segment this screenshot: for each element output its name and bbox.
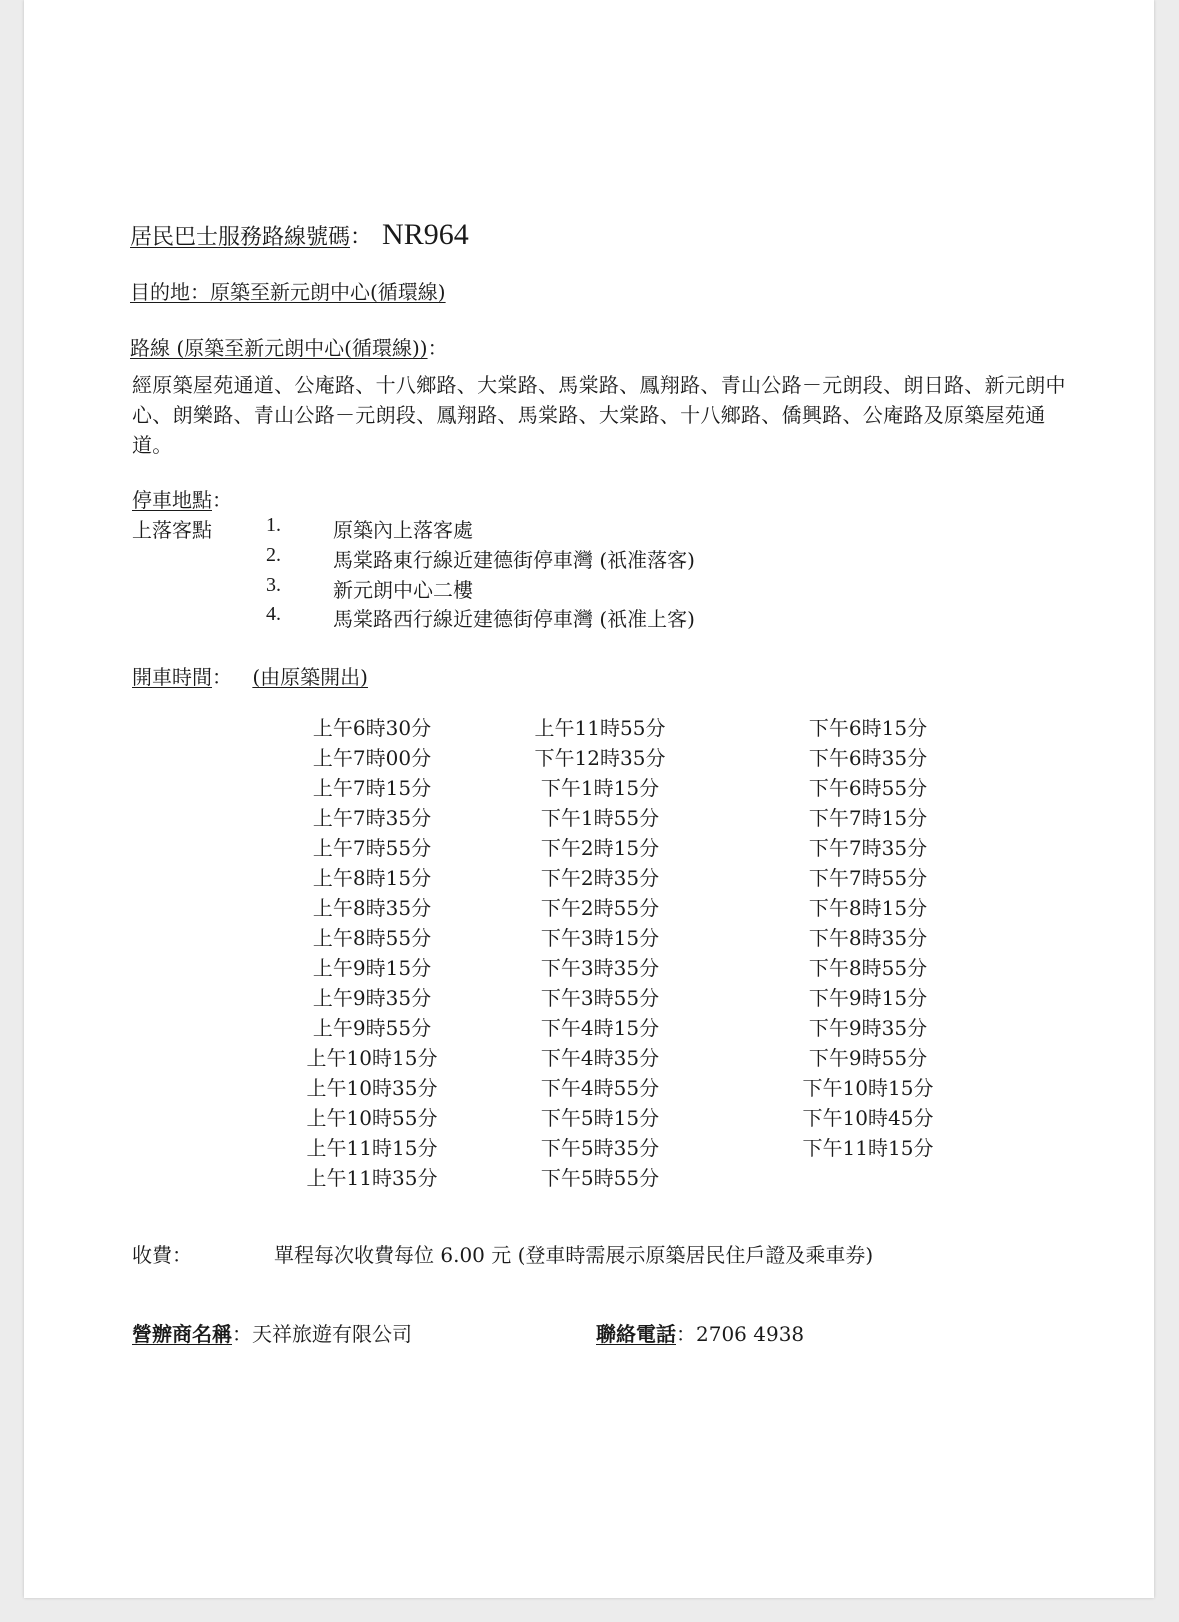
route-number-label: 居民巴士服務路線號碼: [130, 225, 351, 250]
departure-time: 下午4時55分: [540, 1076, 660, 1100]
stops-heading-colon: ：: [212, 488, 232, 512]
stop-text: 馬棠路東行線近建德街停車灣 (祇准落客): [333, 548, 695, 572]
contact-value: ：2706 4938: [676, 1322, 805, 1346]
departure-time: 下午7時55分: [808, 866, 928, 890]
departure-time: 上午7時00分: [312, 746, 432, 770]
timetable-column-afternoon: [520, 713, 680, 1193]
stops-sub-label: 上落客點: [132, 518, 212, 542]
departure-time: 上午9時15分: [312, 956, 432, 980]
departures-heading-line: [132, 661, 368, 690]
departure-time: 下午10時15分: [802, 1076, 934, 1100]
contact-line: [596, 1318, 804, 1347]
departure-time: 上午7時35分: [312, 806, 432, 830]
destination-label: 目的地：: [130, 280, 210, 304]
departure-time: 上午9時35分: [312, 986, 432, 1010]
departure-time: 下午5時35分: [540, 1136, 660, 1160]
departure-time: 下午3時35分: [540, 956, 660, 980]
operator-label: 營辦商名稱: [132, 1322, 232, 1346]
departure-time: 下午6時15分: [808, 716, 928, 740]
stop-number: 1.: [266, 514, 281, 536]
stop-text: 原築內上落客處: [333, 518, 473, 542]
departures-heading: 開車時間: [132, 665, 212, 689]
departure-time: 下午3時15分: [540, 926, 660, 950]
departure-time: 下午10時45分: [802, 1106, 934, 1130]
route-number-value: NR964: [382, 218, 469, 251]
timetable-column-morning: [292, 713, 452, 1193]
departure-time: 下午9時55分: [808, 1046, 928, 1070]
departure-time: 上午10時35分: [306, 1076, 438, 1100]
departure-time: 下午7時15分: [808, 806, 928, 830]
departure-time: 下午8時15分: [808, 896, 928, 920]
operator-value: ：天祥旅遊有限公司: [232, 1322, 412, 1346]
timetable-column-evening: [788, 713, 948, 1163]
departure-time: 下午6時35分: [808, 746, 928, 770]
route-number-line: [130, 218, 469, 252]
operator-line: [132, 1318, 412, 1347]
departure-time: 上午8時35分: [312, 896, 432, 920]
departure-time: 上午10時15分: [306, 1046, 438, 1070]
departure-time: 下午1時55分: [540, 806, 660, 830]
stop-text: 新元朗中心二樓: [333, 578, 473, 602]
departure-time: 上午10時55分: [306, 1106, 438, 1130]
departure-time: 下午12時35分: [534, 746, 666, 770]
departure-time: 下午1時15分: [540, 776, 660, 800]
departure-time: 下午2時35分: [540, 866, 660, 890]
departure-time: 下午7時35分: [808, 836, 928, 860]
route-description: 經原築屋苑通道、公庵路、十八鄉路、大棠路、馬棠路、鳳翔路、青山公路－元朗段、朗日路、新元朗中心、朗樂路、青山公路－元朗段、鳳翔路、馬棠路、大棠路、十八鄉路、僑興路、公庵路及原築屋苑通道。: [132, 373, 1066, 457]
document-page: [24, 0, 1154, 1598]
departure-time: 下午9時35分: [808, 1016, 928, 1040]
departures-heading-colon: ：: [212, 665, 232, 689]
fare-label: 收費：: [132, 1243, 192, 1267]
departure-time: 下午2時15分: [540, 836, 660, 860]
departure-time: 下午4時35分: [540, 1046, 660, 1070]
contact-label: 聯絡電話: [596, 1322, 676, 1346]
departure-time: 上午11時35分: [306, 1166, 438, 1190]
departure-time: 上午9時55分: [312, 1016, 432, 1040]
destination-value: 原築至新元朗中心(循環線): [210, 280, 446, 304]
stop-number: 4.: [266, 603, 281, 625]
departure-time: 上午7時55分: [312, 836, 432, 860]
route-heading-colon: ：: [427, 336, 448, 360]
stops-heading-line: [132, 484, 232, 513]
departure-time: 下午5時15分: [540, 1106, 660, 1130]
stops-heading: 停車地點: [132, 488, 212, 512]
destination-line: [130, 276, 446, 305]
departure-time: 下午5時55分: [540, 1166, 660, 1190]
departure-time: 上午6時30分: [312, 716, 432, 740]
departure-time: 上午7時15分: [312, 776, 432, 800]
route-number-colon: ：: [350, 225, 373, 250]
departure-time: 下午8時35分: [808, 926, 928, 950]
departure-time: 下午9時15分: [808, 986, 928, 1010]
departure-time: 上午8時15分: [312, 866, 432, 890]
fare-value: 單程每次收費每位 6.00 元 (登車時需展示原築居民住戶證及乘車券): [274, 1243, 874, 1267]
departure-time: 上午11時15分: [306, 1136, 438, 1160]
departure-time: 下午8時55分: [808, 956, 928, 980]
departure-time: 下午2時55分: [540, 896, 660, 920]
departure-time: 下午3時55分: [540, 986, 660, 1010]
route-heading-line: [130, 332, 448, 361]
departure-time: 上午8時55分: [312, 926, 432, 950]
stop-number: 2.: [266, 544, 281, 566]
stop-text: 馬棠路西行線近建德街停車灣 (祇准上客): [333, 607, 695, 631]
departure-time: 下午6時55分: [808, 776, 928, 800]
departure-time: 下午4時15分: [540, 1016, 660, 1040]
departures-note: (由原築開出): [252, 665, 368, 689]
departure-time: 上午11時55分: [534, 716, 666, 740]
route-heading: 路線 (原築至新元朗中心(循環線)): [130, 336, 428, 360]
stop-number: 3.: [266, 574, 281, 596]
departure-time: 下午11時15分: [802, 1136, 934, 1160]
